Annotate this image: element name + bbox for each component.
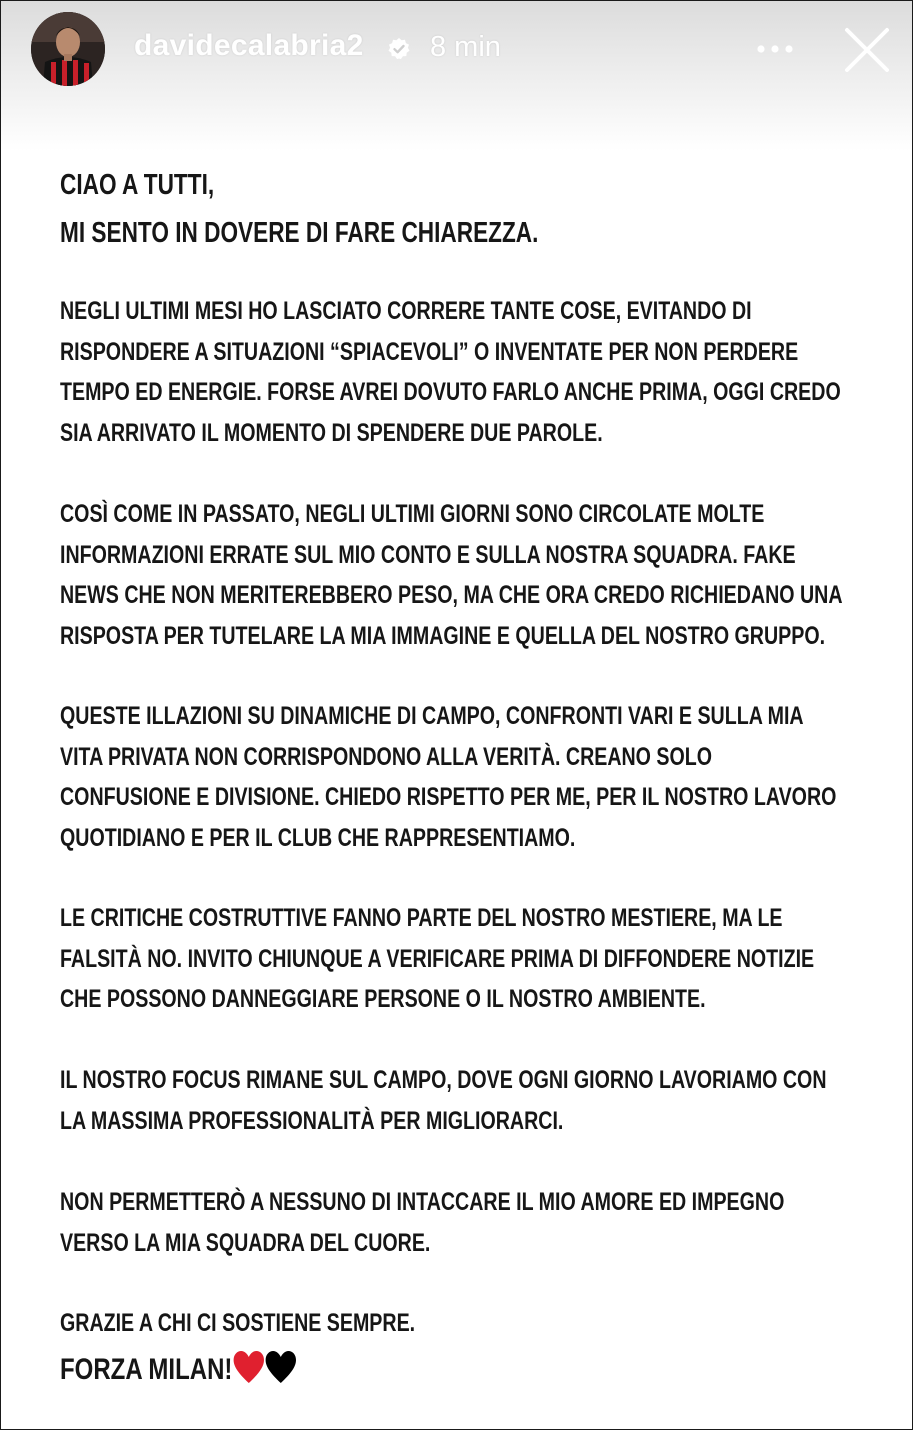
- post-time: 8 min: [430, 31, 501, 63]
- paragraph-5: IL NOSTRO FOCUS RIMANE SUL CAMPO, DOVE OGNI GIORNO LAVORIAMO CON LA MASSIMA PROFESSIONALITÀ PER MIGLIORARCI.: [60, 1066, 827, 1135]
- red-heart-icon: [232, 1350, 264, 1384]
- closing-text: FORZA MILAN!: [60, 1353, 233, 1386]
- avatar[interactable]: [31, 12, 105, 86]
- story-text: [60, 161, 880, 1386]
- closing-line: [60, 1346, 296, 1394]
- black-heart-icon: [264, 1350, 296, 1384]
- more-horizontal-icon[interactable]: [753, 39, 797, 59]
- greeting-line-2: MI SENTO IN DOVERE DI FARE CHIAREZZA.: [60, 217, 539, 249]
- verified-badge-icon: [387, 37, 411, 61]
- paragraph-7: GRAZIE A CHI CI SOSTIENE SEMPRE.: [60, 1309, 416, 1337]
- story-header: [1, 1, 912, 97]
- greeting-line-1: CIAO A TUTTI,: [60, 169, 215, 201]
- paragraph-4: LE CRITICHE COSTRUTTIVE FANNO PARTE DEL NOSTRO MESTIERE, MA LE FALSITÀ NO. INVITO CHIUNQUE A VERIFICARE PRIMA DI DIFFONDERE NOTIZIE CHE POSSONO DANNEGGIARE PERSONE O IL NOSTRO AMBIENTE.: [60, 904, 815, 1013]
- paragraph-2: COSÌ COME IN PASSATO, NEGLI ULTIMI GIORNI SONO CIRCOLATE MOLTE INFORMAZIONI ERRATE SUL MIO CONTO E SULLA NOSTRA SQUADRA. FAKE NEWS CHE NON MERITEREBBERO PESO, MA CHE ORA CREDO RICHIEDANO UNA RISPOSTA PER TUTELARE LA MIA IMMAGINE E QUELLA DEL NOSTRO GRUPPO.: [60, 500, 843, 650]
- paragraph-3: QUESTE ILLAZIONI SU DINAMICHE DI CAMPO, CONFRONTI VARI E SULLA MIA VITA PRIVATA NON CORRISPONDONO ALLA VERITÀ. CREANO SOLO CONFUSIONE E DIVISIONE. CHIEDO RISPETTO PER ME, PER IL NOSTRO LAVORO QUOTIDIANO E PER IL CLUB CHE RAPPRESENTIAMO.: [60, 702, 837, 852]
- paragraph-6: NON PERMETTERÒ A NESSUNO DI INTACCARE IL MIO AMORE ED IMPEGNO VERSO LA MIA SQUADRA DEL CUORE.: [60, 1188, 785, 1257]
- paragraph-1: NEGLI ULTIMI MESI HO LASCIATO CORRERE TANTE COSE, EVITANDO DI RISPONDERE A SITUAZIONI “SPIACEVOLI” O INVENTATE PER NON PERDERE TEMPO ED ENERGIE. FORSE AVREI DOVUTO FARLO ANCHE PRIMA, OGGI CREDO SIA ARRIVATO IL MOMENTO DI SPENDERE DUE PAROLE.: [60, 297, 841, 447]
- close-icon[interactable]: [843, 26, 891, 74]
- greeting: [60, 161, 879, 257]
- avatar-image: [31, 12, 105, 86]
- username[interactable]: davidecalabria2: [134, 29, 364, 62]
